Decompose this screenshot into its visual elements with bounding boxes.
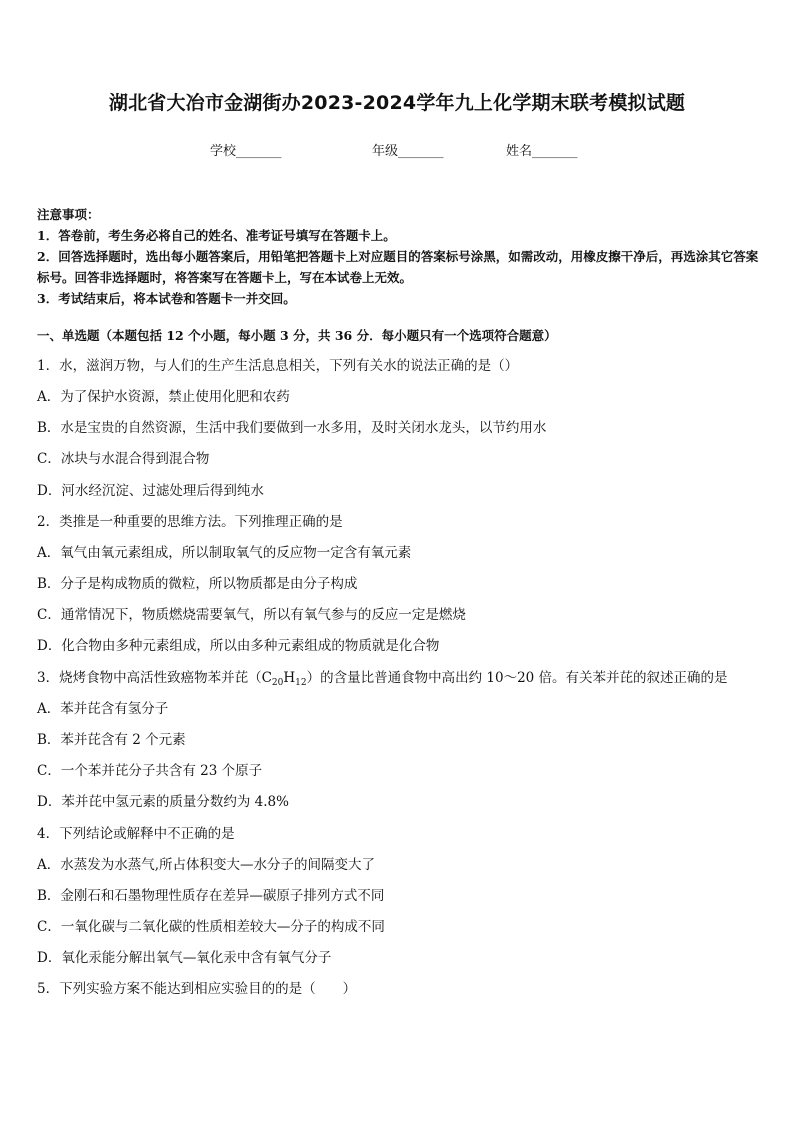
question-2-option-c: C．通常情况下，物质燃烧需要氧气，所以有氧气参与的反应一定是燃烧 <box>37 607 466 623</box>
question-2-option-b: B．分子是构成物质的微粒，所以物质都是由分子构成 <box>37 576 358 592</box>
question-3-stem-pre: 3．烧烤食物中高活性致癌物苯并芘（C <box>37 670 272 686</box>
question-2-stem: 2．类推是一种重要的思维方法。下列推理正确的是 <box>37 514 343 530</box>
notice-heading: 注意事项： <box>37 207 100 222</box>
question-3-option-a: A．苯并芘含有氢分子 <box>37 701 169 717</box>
notice-item-1: 1．答卷前，考生务必将自己的姓名、准考证号填写在答题卡上。 <box>37 228 396 243</box>
formula-subscript-c: 20 <box>271 678 284 688</box>
question-1-option-b: B．水是宝贵的自然资源，生活中我们要做到一水多用，及时关闭水龙头，以节约用水 <box>37 420 547 436</box>
question-3-option-c: C．一个苯并芘分子共含有 23 个原子 <box>37 763 263 779</box>
question-4-option-a: A．水蒸发为水蒸气,所占体积变大—水分子的间隔变大了 <box>37 857 376 873</box>
student-info-row <box>0 140 794 160</box>
section-heading: 一、单选题（本题包括 12 个小题，每小题 3 分，共 36 分．每小题只有一个选项符合题意） <box>37 328 557 343</box>
question-4-option-c: C．一氧化碳与二氧化碳的性质相差较大—分子的构成不同 <box>37 919 385 935</box>
question-1-option-a: A．为了保护水资源，禁止使用化肥和农药 <box>37 389 290 405</box>
grade-field: 年级_______ <box>372 144 444 159</box>
question-1-option-d: D．河水经沉淀、过滤处理后得到纯水 <box>37 483 264 499</box>
formula-subscript-h: 12 <box>295 678 307 688</box>
question-2-option-a: A．氧气由氧元素组成，所以制取氧气的反应物一定含有氧元素 <box>37 545 412 561</box>
notice-block <box>37 204 761 309</box>
question-5-stem: 5．下列实验方案不能达到相应实验目的的是（ ） <box>37 981 357 997</box>
question-4-stem: 4．下列结论或解释中不正确的是 <box>37 826 235 842</box>
notice-item-3: 3．考试结束后，将本试卷和答题卡一并交回。 <box>37 291 296 306</box>
question-3-option-b: B．苯并芘含有 2 个元素 <box>37 732 186 748</box>
page-title: 湖北省大冶市金湖街办2023-2024学年九上化学期末联考模拟试题 <box>108 92 686 114</box>
notice-item-2: 2．回答选择题时，选出每小题答案后，用铅笔把答题卡上对应题目的答案标号涂黑，如需改动，用橡皮擦干净后，再选涂其它答案标号。回答非选择题时，将答案写在答题卡上，写在本试卷上无效。 <box>37 249 759 285</box>
question-2-option-d: D．化合物由多种元素组成，所以由多种元素组成的物质就是化合物 <box>37 638 440 654</box>
question-4-option-d: D．氧化汞能分解出氧气—氧化汞中含有氧气分子 <box>37 950 332 966</box>
question-1-stem: 1．水，滋润万物，与人们的生产生活息息相关，下列有关水的说法正确的是（） <box>37 358 519 374</box>
question-3-stem-post: ）的含量比普通食物中高出约 10～20 倍。有关苯并芘的叙述正确的是 <box>306 670 728 686</box>
school-field: 学校_______ <box>210 144 282 159</box>
question-3-stem <box>37 666 728 688</box>
question-1-option-c: C．冰块与水混合得到混合物 <box>37 451 210 467</box>
question-3-option-d: D．苯并芘中氢元素的质量分数约为 4.8% <box>37 794 289 810</box>
formula-element-h: H <box>283 670 296 686</box>
name-field: 姓名_______ <box>506 144 578 159</box>
question-4-option-b: B．金刚石和石墨物理性质存在差异—碳原子排列方式不同 <box>37 888 385 904</box>
